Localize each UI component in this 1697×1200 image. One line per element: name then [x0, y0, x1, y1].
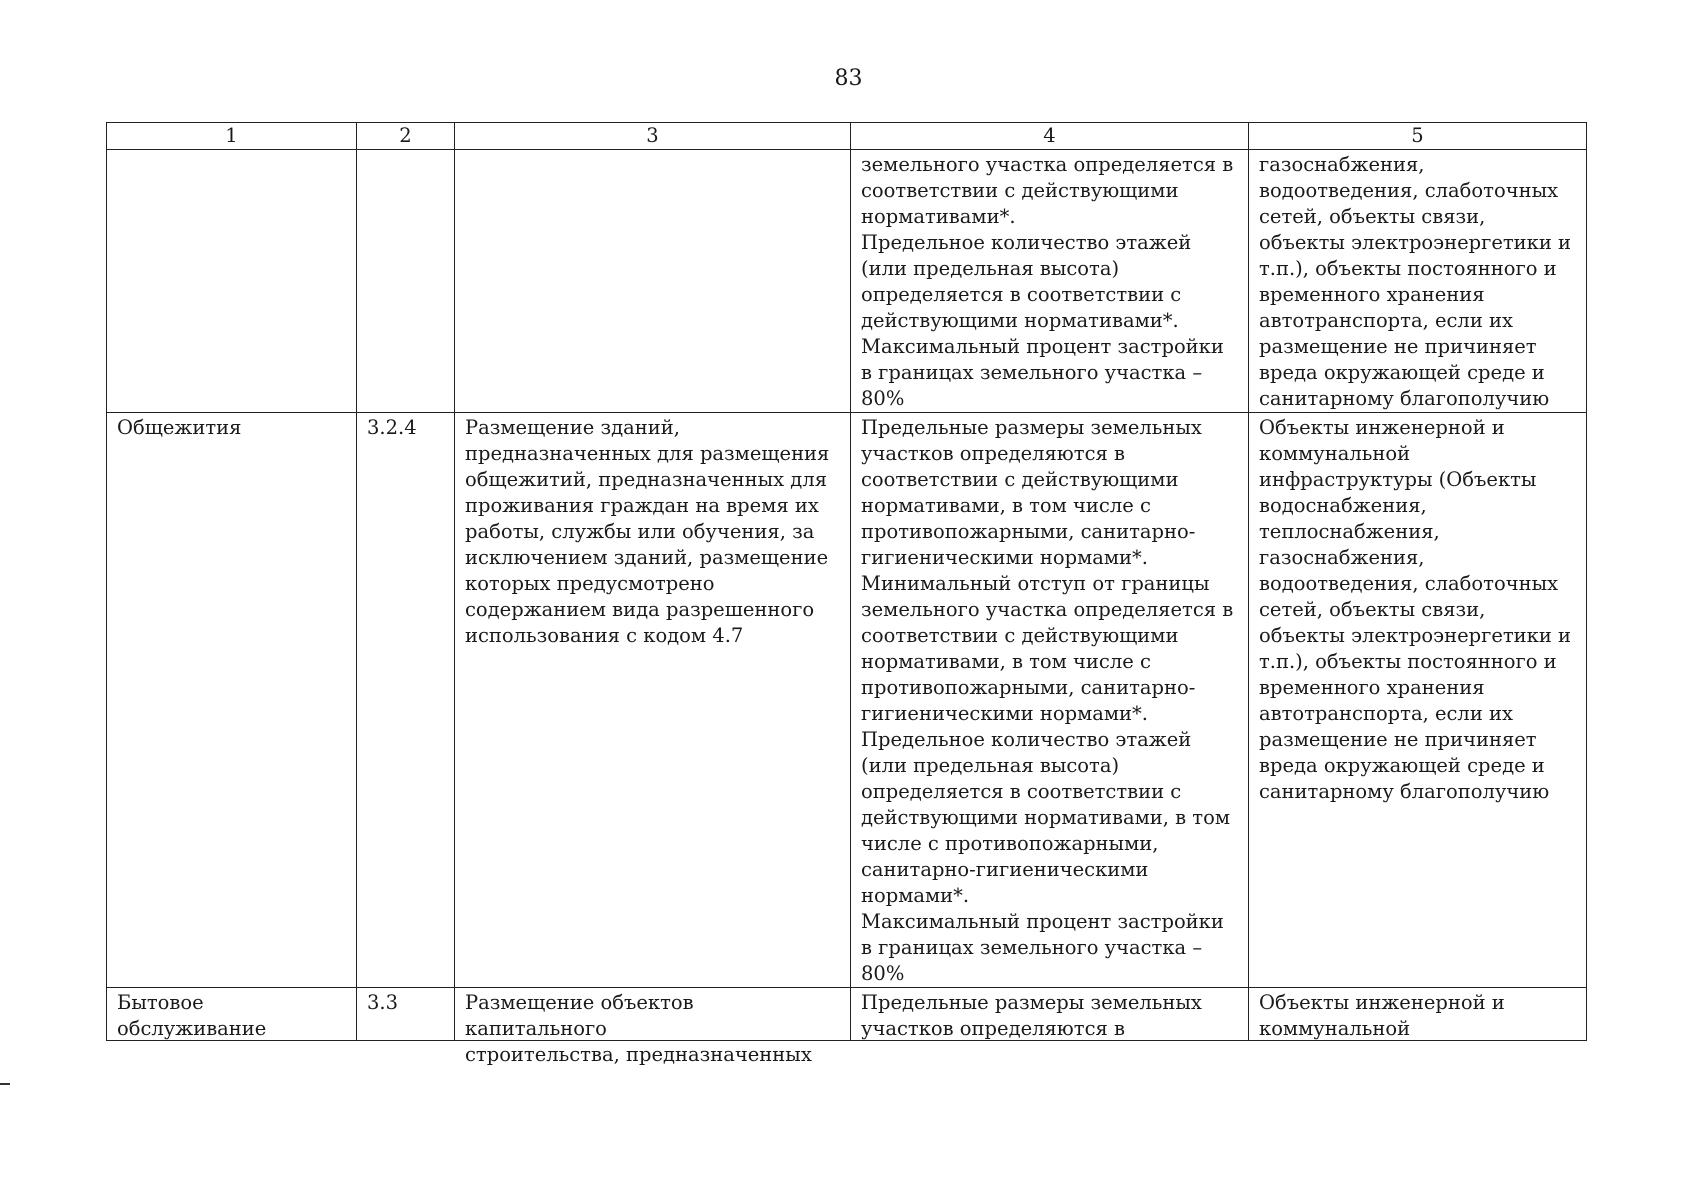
cell-text: Объекты инженерной и коммунальной инфраструктуры (Объекты водоснабжения, теплоснабжения, газоснабжения, водоотведения, слаботочных сетей, объекты связи, объекты электроэнергетики и т.п.), объекты постоянного и временного хранения автотранспорта, если их размещение не причиняет вреда окружающей среде и санитарному благополучию: [1259, 416, 1572, 803]
regulations-table: [106, 122, 1587, 1066]
cell-use-description: [455, 413, 851, 988]
cell-allowed-objects: [1249, 988, 1587, 1041]
cell-use-name: [107, 150, 357, 413]
cell-text: 3.2.4: [367, 416, 417, 439]
column-header-4: 4: [851, 123, 1249, 150]
cell-text: Общежития: [117, 416, 242, 439]
cell-use-code: [357, 988, 455, 1041]
table-row: [107, 413, 1587, 988]
column-header-1: 1: [107, 123, 357, 150]
page-number: 83: [834, 66, 863, 91]
cell-text: Бытовое обслуживание: [117, 991, 267, 1040]
cell-parameters: [851, 988, 1249, 1041]
column-header-2: 2: [357, 123, 455, 150]
column-header-3: 3: [455, 123, 851, 150]
cell-use-description: [455, 988, 851, 1066]
cell-text: Предельные размеры земельных участков определяются в: [861, 991, 1202, 1040]
cell-text: газоснабжения, водоотведения, слаботочных сетей, объекты связи, объекты электроэнергетики и т.п.), объекты постоянного и временного хранения автотранспорта, если их размещение не причиняет вреда окружающей среде и санитарному благополучию: [1259, 153, 1572, 410]
cell-use-code: [357, 150, 455, 413]
cell-use-name: [107, 988, 357, 1041]
table-row: [107, 988, 1587, 1041]
cell-use-description: [455, 150, 851, 413]
cell-text: Размещение объектов капитального строительства, предназначенных: [465, 991, 812, 1066]
cell-allowed-objects: [1249, 413, 1587, 988]
column-header-5: 5: [1249, 123, 1587, 150]
cell-text: Объекты инженерной и коммунальной: [1259, 991, 1505, 1040]
cell-text: земельного участка определяется в соответствии с действующими нормативами*. Предельное количество этажей (или предельная высота) определяется в соответствии с действующими нормативами*. Максимальный процент застройки в границах земельного участка – 80%: [861, 153, 1234, 410]
cell-allowed-objects: [1249, 150, 1587, 413]
cell-parameters: [851, 150, 1249, 413]
cell-text: 3.3: [367, 991, 399, 1014]
cell-text: Предельные размеры земельных участков определяются в соответствии с действующими нормативами, в том числе с противопожарными, санитарно- гигиеническими нормами*. Минимальный отступ от границы земельного участка определяется в соответствии с действующими нормативами, в том числе с противопожарными, санитарно- гигиеническими нормами*. Предельное количество этажей (или предельная высота) определяется в соответствии с действующими нормативами, в том числе с противопожарными, санитарно-гигиеническими нормами*. Максимальный процент застройки в границах земельного участка – 80%: [861, 416, 1234, 985]
cell-parameters: [851, 413, 1249, 988]
table-header-row: [107, 123, 1587, 150]
margin-mark: [0, 1083, 10, 1085]
table-row: [107, 150, 1587, 413]
cell-use-name: [107, 413, 357, 988]
cell-use-code: [357, 413, 455, 988]
cell-text: Размещение зданий, предназначенных для размещения общежитий, предназначенных для проживания граждан на время их работы, службы или обучения, за исключением зданий, размещение которых предусмотрено содержанием вида разрешенного использования с кодом 4.7: [465, 416, 830, 647]
